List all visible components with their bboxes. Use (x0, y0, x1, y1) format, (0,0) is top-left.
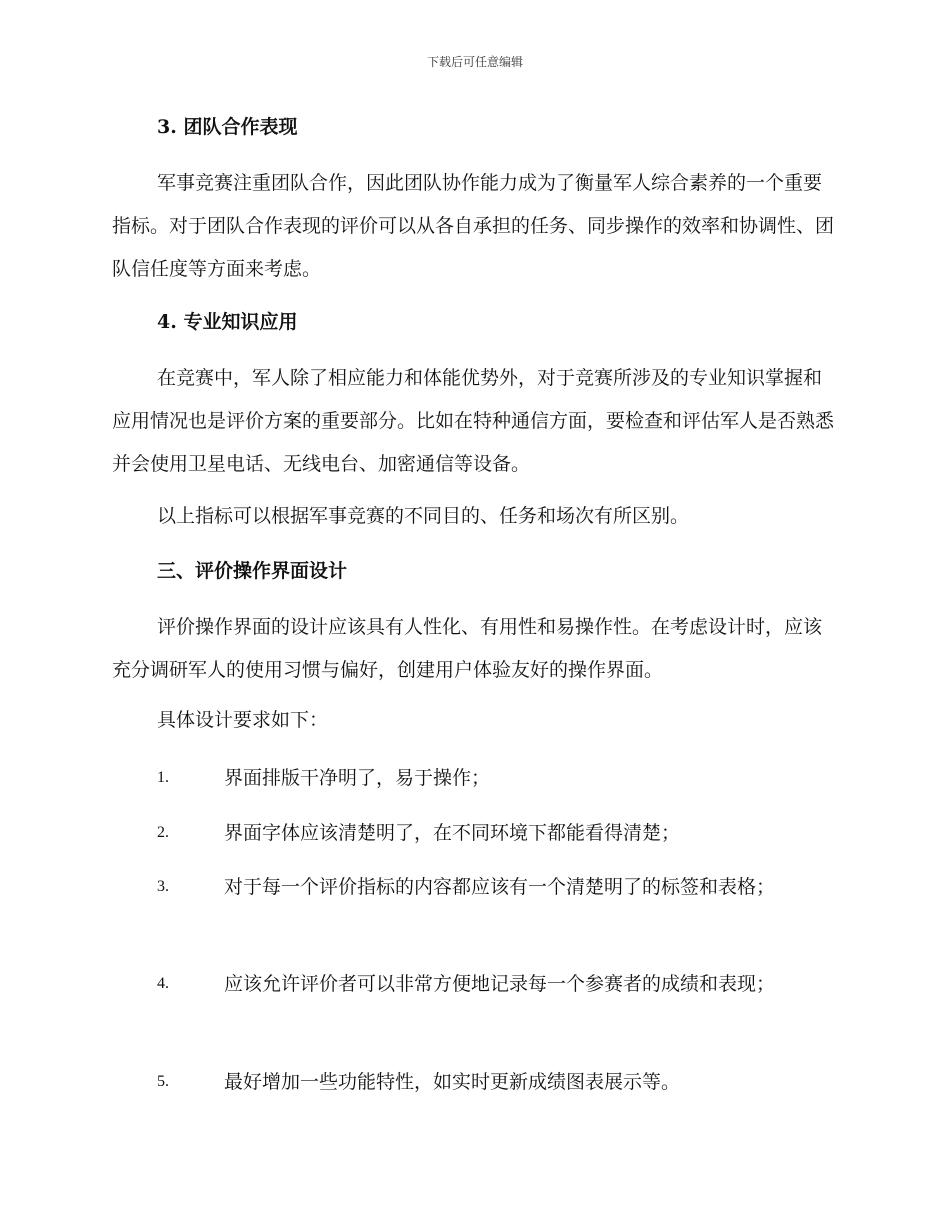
list-item-number: 1. (157, 769, 169, 786)
section-heading-teamwork: 3. 团队合作表现 (157, 116, 298, 138)
paragraph-requirements-intro: 具体设计要求如下： (157, 709, 329, 731)
paragraph-interface-design: 评价操作界面的设计应该具有人性化、有用性和易操作性。在考虑设计时，应该充分调研军人的使用习惯与偏好，创建用户体验友好的操作界面。 (112, 616, 823, 681)
section-heading-professional-knowledge: 4. 专业知识应用 (157, 311, 298, 333)
list-item-number: 2. (157, 824, 169, 841)
paragraph-teamwork: 军事竞赛注重团队合作，因此团队协作能力成为了衡量军人综合素养的一个重要指标。对于团队合作表现的评价可以从各自承担的任务、同步操作的效率和协调性、团队信任度等方面来考虑。 (112, 172, 835, 280)
list-item-text: 界面字体应该清楚明了，在不同环境下都能看得清楚； (224, 822, 681, 844)
list-item-number: 4. (157, 975, 169, 992)
list-item-text: 对于每一个评价指标的内容都应该有一个清楚明了的标签和表格； (224, 876, 776, 898)
section-heading-interface-design: 三、评价操作界面设计 (157, 560, 348, 582)
list-item (112, 1058, 834, 1106)
paragraph-summary: 以上指标可以根据军事竞赛的不同目的、任务和场次有所区别。 (157, 505, 690, 527)
list-item-number: 5. (157, 1073, 169, 1090)
list-item-text: 应该允许评价者可以非常方便地记录每一个参赛者的成绩和表现； (224, 973, 776, 995)
list-item-text: 最好增加一些功能特性，如实时更新成绩图表展示等。 (224, 1071, 681, 1093)
list-item (112, 863, 834, 911)
paragraph-professional-knowledge: 在竞赛中，军人除了相应能力和体能优势外，对于竞赛所涉及的专业知识掌握和应用情况也是评价方案的重要部分。比如在特种通信方面，要检查和评估军人是否熟悉并会使用卫星电话、无线电台、加密通信等设备。 (112, 367, 835, 475)
page-header-note: 下载后可任意编辑 (426, 55, 523, 69)
list-item (112, 809, 834, 857)
list-item-text: 界面排版干净明了，易于操作； (224, 767, 491, 789)
list-item-number: 3. (157, 878, 169, 895)
list-item (112, 960, 834, 1008)
list-item (112, 754, 834, 802)
